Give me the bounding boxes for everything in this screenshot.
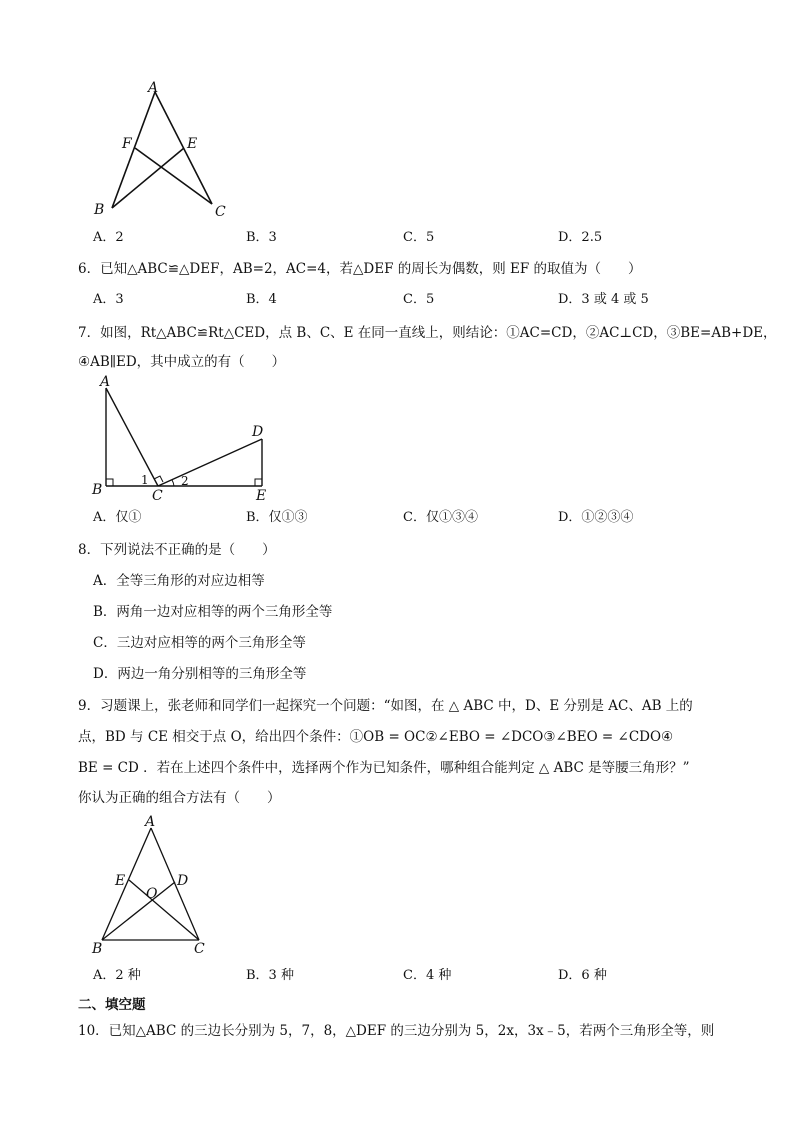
label-C: C [215, 204, 226, 220]
q9-stem-line2: 点，BD 与 CE 相交于点 O，给出四个条件：①OB = OC②∠EBO = ∠DCO③∠BEO = ∠CDO④ [78, 729, 674, 745]
label-D: D [177, 873, 189, 889]
angle-1-label: 1 [141, 473, 149, 487]
figure-q7-right-triangles [88, 372, 278, 506]
q6-option-d: D．3 或 4 或 5 [558, 292, 649, 307]
label-B: B [94, 202, 105, 218]
q8-option-d: D．两边一角分别相等的三角形全等 [93, 666, 307, 682]
q8-option-a: A．全等三角形的对应边相等 [93, 573, 265, 589]
q9-stem-line4: 你认为正确的组合方法有（ ） [78, 790, 281, 806]
q6-option-b: B．4 [246, 292, 277, 307]
label-C: C [194, 941, 205, 957]
section-title-fill-in: 二、填空题 [78, 997, 146, 1013]
q6-option-c: C．5 [403, 292, 435, 307]
q7-option-a: A．仅① [93, 510, 142, 525]
label-B: B [92, 941, 103, 957]
q5-option-c: C．5 [403, 230, 435, 245]
q9-option-d: D．6 种 [558, 968, 607, 983]
q8-option-c: C．三边对应相等的两个三角形全等 [93, 635, 306, 651]
label-E: E [187, 136, 198, 152]
q6-stem: 6．已知△ABC≌△DEF，AB=2，AC=4，若△DEF 的周长为偶数，则 EF 的取值为（ ） [78, 261, 642, 277]
label-C: C [152, 488, 163, 504]
label-O: O [146, 886, 158, 902]
label-E: E [115, 873, 126, 889]
q6-option-a: A．3 [93, 292, 124, 307]
q7-stem-line1: 7．如图，Rt△ABC≌Rt△CED，点 B、C、E 在同一直线上，则结论：①AC=CD，②AC⊥CD，③BE=AB+DE， [78, 325, 777, 341]
label-D: D [252, 424, 264, 440]
q8-stem: 8．下列说法不正确的是（ ） [78, 542, 276, 558]
q9-stem-line3: BE = CD ．若在上述四个条件中，选择两个作为已知条件，哪种组合能判定 △ ABC 是等腰三角形？” [78, 760, 690, 776]
label-F: F [122, 136, 132, 152]
q10-stem: 10．已知△ABC 的三边长分别为 5，7，8，△DEF 的三边分别为 5，2x，3x﹣5，若两个三角形全等，则 [78, 1023, 715, 1039]
q9-option-b: B．3 种 [246, 968, 294, 983]
q8-option-b: B．两角一边对应相等的两个三角形全等 [93, 604, 333, 620]
figure-q5-triangle [90, 78, 240, 223]
q5-option-a: A．2 [93, 230, 124, 245]
q9-option-c: C．4 种 [403, 968, 452, 983]
figure-q9-isosceles-triangle [88, 812, 218, 960]
label-A: A [145, 814, 156, 830]
q5-option-b: B．3 [246, 230, 277, 245]
q9-stem-line1: 9．习题课上，张老师和同学们一起探究一个问题：“如图，在 △ ABC 中，D、E 分别是 AC、AB 上的 [78, 698, 693, 714]
q7-option-b: B．仅①③ [246, 510, 308, 525]
label-B: B [92, 482, 103, 498]
q7-stem-line2: ④AB∥ED，其中成立的有（ ） [78, 354, 286, 370]
q7-option-c: C．仅①③④ [403, 510, 478, 525]
q9-option-a: A．2 种 [93, 968, 141, 983]
label-A: A [100, 374, 111, 390]
q7-option-d: D．①②③④ [558, 510, 634, 525]
label-A: A [148, 80, 159, 96]
angle-2-label: 2 [181, 474, 189, 488]
label-E: E [256, 488, 267, 504]
q5-option-d: D．2.5 [558, 230, 603, 245]
